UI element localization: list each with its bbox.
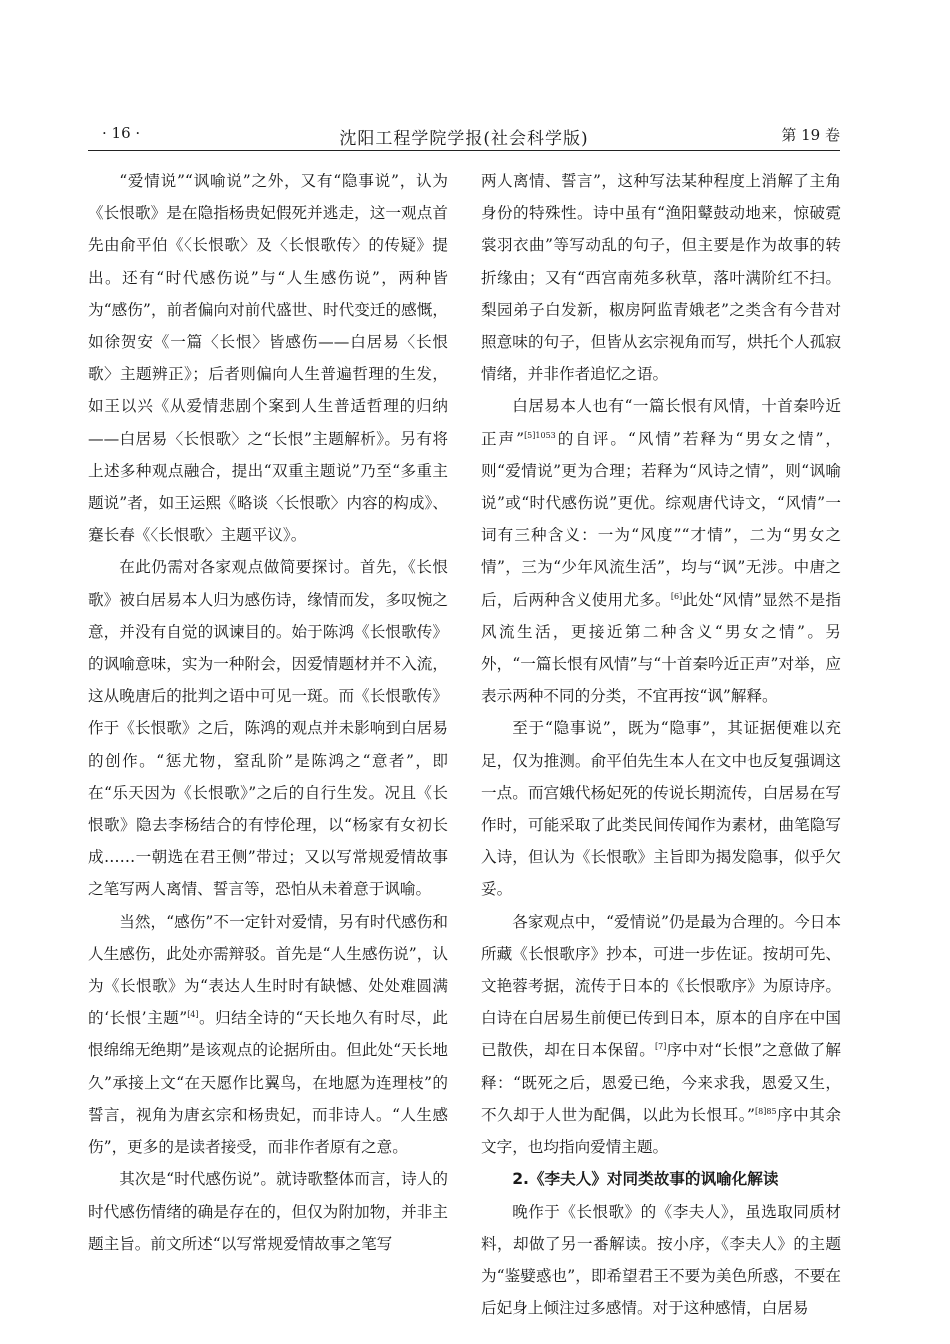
citation[interactable]: [4] [187, 1010, 199, 1020]
running-header [88, 124, 840, 150]
text-run: 的自评。“风情”若释为“男女之情”，则“爱情说”更为合理；若释为“风诗之情”，则“讽喻说”或“时代感伤说”更优。综观唐代诗文，“风情”一词有三种含义：一为“风度”“才情”，二为“男女之情”，三为“少年风流生活”，均与“讽”无涉。中唐之后，后两种含义使用尤多。 [481, 429, 841, 609]
paragraph [481, 906, 841, 1164]
text-run: 白居易本人也有“一篇长恨有风情，十首秦吟近正声” [481, 397, 841, 448]
paragraph: 其次是“时代感伤说”。就诗歌整体而言，诗人的时代感伤情绪的确是存在的，但仅为附加物，并非主题主旨。前文所述“以写常规爱情故事之笔写 [88, 1170, 448, 1253]
citation[interactable]: [5]1053 [524, 430, 556, 440]
paragraph: 在此仍需对各家观点做简要探讨。首先，《长恨歌》被白居易本人归为感伤诗，缘情而发，多叹惋之意，并没有自觉的讽谏目的。始于陈鸿《长恨歌传》的讽喻意味，实为一种附会，因爱情题材并不入流，这从晚唐后的批判之语中可见一斑。而《长恨歌传》作于《长恨歌》之后，陈鸿的观点并未影响到白居易的创作。“惩尤物，窒乱阶”是陈鸿之“意者”，即在“乐天因为《长恨歌》”之后的自行生发。况且《长恨歌》隐去李杨结合的有悖伦理，以“杨家有女初长成……一朝选在君王侧”带过；又以写常规爱情故事之笔写两人离情、誓言等，恐怕从未着意于讽喻。 [88, 558, 448, 899]
text-run: 。归结全诗的“天长地久有时尽，此恨绵绵无绝期”是该观点的论据所由。但此处“天长地久”承接上文“在天愿作比翼鸟，在地愿为连理枝”的誓言，视角为唐玄宗和杨贵妃，而非诗人。“人生感伤”，更多的是读者接受，而非作者原有之意。 [88, 1009, 448, 1157]
left-column [88, 165, 448, 1260]
volume-number: 第 19 卷 [781, 126, 840, 144]
text-run: 此处“风情”显然不是指风流生活，更接近第二种含义“男女之情”。另外，“一篇长恨有风情”与“十首秦吟近正声”对举，应表示两种不同的分类，不宜再按“讽”解释。 [481, 590, 841, 706]
paragraph: 晚作于《长恨歌》的《李夫人》，虽选取同质材料，却做了另一番解读。按小序，《李夫人》的主题为“鉴嬖惑也”，即希望君王不要为美色所惑，不要在后妃身上倾注过多感情。对于这种感情，白居易 [481, 1202, 841, 1318]
section-heading: 2.《李夫人》对同类故事的讽喻化解读 [512, 1170, 779, 1189]
header-rule [88, 150, 840, 151]
paragraph: “爱情说”“讽喻说”之外，又有“隐事说”，认为《长恨歌》是在隐指杨贵妃假死并逃走，这一观点首先由俞平伯《〈长恨歌〉及〈长恨歌传〉的传疑》提出。还有“时代感伤说”与“人生感伤说”，两种皆为“感伤”，前者偏向对前代盛世、时代变迁的感慨，如徐贺安《一篇〈长恨〉皆感伤——白居易〈长恨歌〉主题辨正》；后者则偏向人生普遍哲理的生发，如王以兴《从爱情悲剧个案到人生普适哲理的归纳——白居易〈长恨歌〉之“长恨”主题解析》。另有将上述多种观点融合，提出“双重主题说”乃至“多重主题说”者，如王运熙《略谈〈长恨歌〉内容的构成》、蹇长春《〈长恨歌〉主题平议》。 [88, 172, 448, 545]
journal-title: 沈阳工程学院学报(社会科学版) [339, 129, 589, 149]
text-run: 序中其余文字，也均指向爱情主题。 [481, 1105, 841, 1157]
text-run: 当然，“感伤”不一定针对爱情，另有时代感伤和人生感伤，此处亦需辩驳。首先是“人生感伤说”，认为《长恨歌》为“表达人生时时有缺憾、处处难圆满的‘长恨’主题” [88, 912, 448, 1028]
citation[interactable]: [8]85 [755, 1106, 777, 1116]
paragraph-continued: 两人离情、誓言”，这种写法某种程度上消解了主角身份的特殊性。诗中虽有“渔阳鼙鼓动地来，惊破霓裳羽衣曲”等写动乱的句子，但主要是作为故事的转折缘由；又有“西宫南苑多秋草，落叶满阶红不扫。梨园弟子白发新，椒房阿监青娥老”之类含有今昔对照意味的句子，但皆从玄宗视角而写，烘托个人孤寂情绪，并非作者追忆之语。 [481, 172, 841, 384]
page-number: · 16 · [102, 124, 141, 142]
text-run: 各家观点中，“爱情说”仍是最为合理的。今日本所藏《长恨歌序》抄本，可进一步佐证。按胡可先、文艳蓉考据，流传于日本的《长恨歌序》为原诗序。白诗在白居易生前便已传到日本，原本的自序在中国已散佚，却在日本保留。 [481, 912, 841, 1060]
paragraph: 至于“隐事说”，既为“隐事”，其证据便难以充足，仅为推测。俞平伯先生本人在文中也反复强调这一点。而宫娥代杨妃死的传说长期流传，白居易在写作时，可能采取了此类民间传闻作为素材，曲笔隐写入诗，但认为《长恨歌》主旨即为揭发隐事，似乎欠妥。 [481, 719, 841, 899]
citation[interactable]: [7] [655, 1042, 667, 1052]
right-column [481, 165, 841, 1324]
paragraph [88, 906, 448, 1164]
paragraph [481, 390, 841, 712]
citation[interactable]: [6] [670, 591, 683, 601]
text-run: 序中对“长恨”之意做了解释：“既死之后，恩爱已绝，今来求我，恩爱又生，不久却于人世为配偶，以此为长恨耳。” [481, 1041, 841, 1124]
